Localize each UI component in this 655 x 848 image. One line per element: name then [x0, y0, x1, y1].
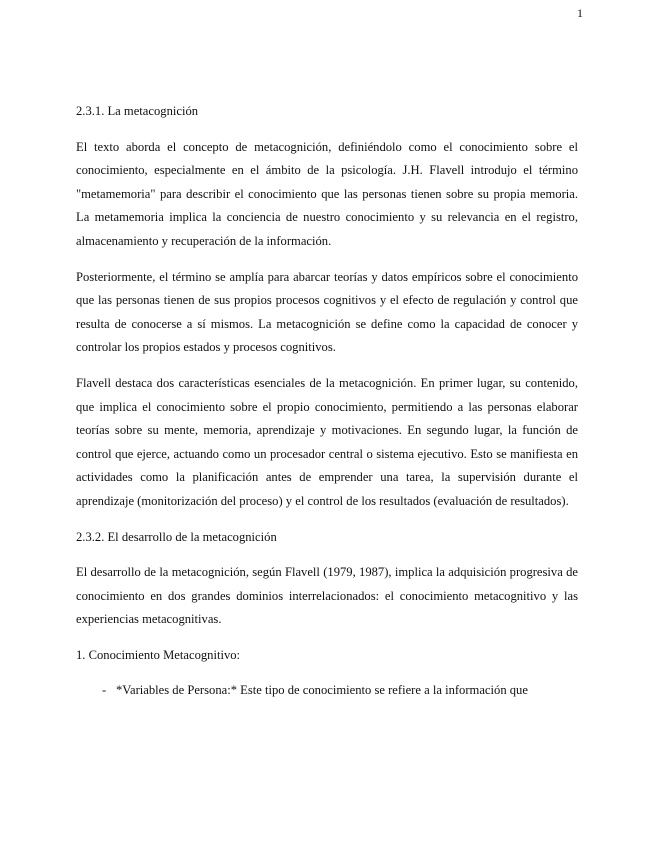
section-heading-desarrollo: 2.3.2. El desarrollo de la metacognición — [76, 529, 277, 544]
paragraph-definition: El texto aborda el concepto de metacognición, definiéndolo como el conocimiento sobre el conocimiento, especialmente en el ámbito de la psicología. J.H. Flavell introdujo el término "metamemoria" para describir el conocimiento que las personas tienen sobre su propia memoria. La metamemoria implica la conciencia de nuestro conocimiento y su relevancia en el registro, almacenamiento y recuperación de la información. — [76, 139, 578, 248]
page-number: 1 — [577, 6, 583, 20]
list-item — [102, 679, 578, 703]
list-bullet: - — [102, 683, 107, 698]
paragraph-expansion: Posteriormente, el término se amplía para abarcar teorías y datos empíricos sobre el conocimiento que las personas tienen de sus propios procesos cognitivos y el efecto de regulación y control que resulta de conocerse a sí mismos. La metacognición se define como la capacidad de conocer y controlar los propios estados y procesos cognitivos. — [76, 269, 578, 355]
section-heading-metacognicion: 2.3.1. La metacognición — [76, 104, 199, 118]
list-item-text: *Variables de Persona:* Este tipo de conocimiento se refiere a la información que — [116, 683, 528, 698]
paragraph-development: El desarrollo de la metacognición, según Flavell (1979, 1987), implica la adquisición progresiva de conocimiento en dos grandes dominios interrelacionados: el conocimiento metacognitivo y las experiencias metacognitivas. — [76, 565, 578, 627]
subheading-conocimiento-metacognitivo: 1. Conocimiento Metacognitivo: — [76, 647, 241, 662]
document-body — [76, 100, 578, 703]
paragraph-characteristics: Flavell destaca dos características esenciales de la metacognición. En primer lugar, su contenido, que implica el conocimiento sobre el propio conocimiento, permitiendo a las personas elaborar teorías sobre su mente, memoria, aprendizaje y motivaciones. En segundo lugar, la función de control que ejerce, actuando como un procesador central o sistema ejecutivo. Esto se manifiesta en actividades como la planificación antes de emprender una tarea, la supervisión durante el aprendizaje (monitorización del proceso) y el control de los resultados (evaluación de resultados). — [76, 375, 578, 508]
